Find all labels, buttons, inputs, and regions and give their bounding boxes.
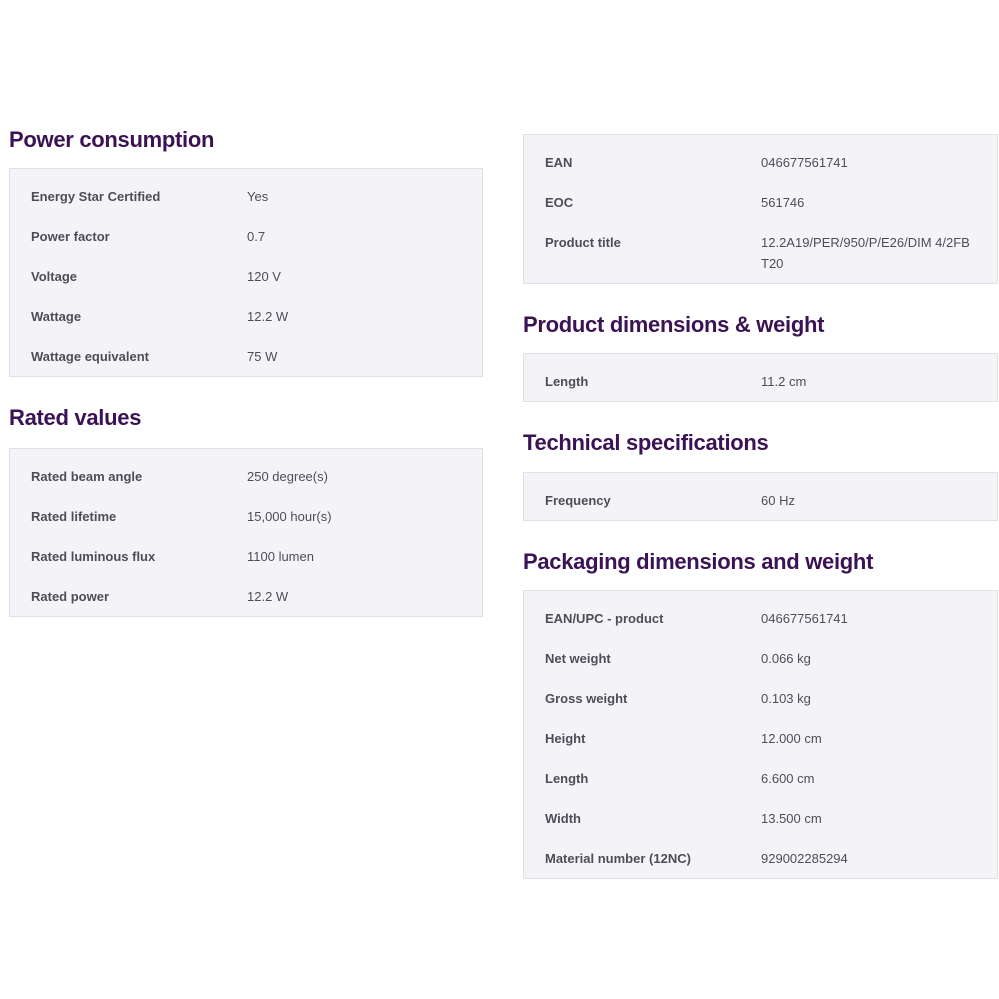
spec-value: 250 degree(s) bbox=[247, 469, 328, 484]
spec-value: 75 W bbox=[247, 349, 278, 364]
spec-panel-packaging-dimensions bbox=[523, 590, 998, 879]
spec-panel-product-dimensions bbox=[523, 353, 998, 402]
spec-label: EAN bbox=[545, 155, 573, 170]
spec-label: Net weight bbox=[545, 651, 611, 666]
spec-value: 6.600 cm bbox=[761, 771, 815, 786]
spec-value: 120 V bbox=[247, 269, 281, 284]
spec-value: 12.2A19/PER/950/P/E26/DIM 4/2FB T20 bbox=[761, 235, 970, 271]
spec-row bbox=[10, 186, 482, 207]
spec-label: Length bbox=[545, 771, 589, 786]
spec-value: 15,000 hour(s) bbox=[247, 509, 332, 524]
section-title-rated-values: Rated values bbox=[9, 405, 142, 430]
spec-panel-rated-values bbox=[9, 448, 483, 617]
spec-value: 561746 bbox=[761, 195, 805, 210]
spec-value: 1100 lumen bbox=[247, 549, 314, 564]
spec-row bbox=[10, 226, 482, 247]
spec-label: Material number (12NC) bbox=[545, 851, 691, 866]
spec-row bbox=[524, 490, 997, 511]
spec-label: Rated lifetime bbox=[31, 509, 117, 524]
spec-panel-technical-specifications bbox=[523, 472, 998, 521]
spec-row bbox=[524, 808, 997, 829]
spec-value: 929002285294 bbox=[761, 851, 848, 866]
spec-row bbox=[524, 371, 997, 392]
spec-label: Length bbox=[545, 374, 589, 389]
spec-row bbox=[10, 586, 482, 607]
section-title-product-dimensions: Product dimensions & weight bbox=[523, 312, 825, 337]
spec-value: 60 Hz bbox=[761, 493, 795, 508]
spec-row bbox=[524, 728, 997, 749]
spec-row bbox=[10, 306, 482, 327]
left-column bbox=[9, 127, 483, 617]
spec-value: 0.103 kg bbox=[761, 691, 811, 706]
spec-label: Energy Star Certified bbox=[31, 189, 161, 204]
section-title-packaging-dimensions: Packaging dimensions and weight bbox=[523, 549, 874, 574]
spec-label: Wattage bbox=[31, 309, 82, 324]
spec-row bbox=[524, 232, 997, 274]
spec-value: 0.7 bbox=[247, 229, 266, 244]
spec-label: Product title bbox=[545, 235, 621, 250]
section-title-technical-specifications: Technical specifications bbox=[523, 430, 769, 455]
spec-row bbox=[524, 848, 997, 869]
section-title-power-consumption: Power consumption bbox=[9, 127, 215, 152]
spec-value: 0.066 kg bbox=[761, 651, 811, 666]
spec-label: Rated luminous flux bbox=[31, 549, 156, 564]
spec-row bbox=[10, 506, 482, 527]
spec-row bbox=[10, 466, 482, 487]
spec-label: Voltage bbox=[31, 269, 77, 284]
spec-value: 13.500 cm bbox=[761, 811, 822, 826]
spec-value: 046677561741 bbox=[761, 611, 848, 626]
spec-row bbox=[524, 688, 997, 709]
spec-value: 12.2 W bbox=[247, 309, 289, 324]
spec-value: 11.2 cm bbox=[761, 374, 807, 389]
spec-label: Height bbox=[545, 731, 586, 746]
spec-row bbox=[524, 152, 997, 173]
spec-label: Wattage equivalent bbox=[31, 349, 149, 364]
spec-value: 046677561741 bbox=[761, 155, 848, 170]
spec-value: 12.000 cm bbox=[761, 731, 822, 746]
spec-row bbox=[524, 192, 997, 213]
spec-label: Frequency bbox=[545, 493, 611, 508]
spec-label: Rated power bbox=[31, 589, 110, 604]
spec-label: Rated beam angle bbox=[31, 469, 143, 484]
spec-panel-power-consumption bbox=[9, 168, 483, 377]
spec-value: 12.2 W bbox=[247, 589, 289, 604]
spec-value: Yes bbox=[247, 189, 269, 204]
spec-label: Gross weight bbox=[545, 691, 628, 706]
spec-row bbox=[10, 546, 482, 567]
spec-row bbox=[10, 266, 482, 287]
spec-label: Power factor bbox=[31, 229, 110, 244]
spec-row bbox=[524, 608, 997, 629]
spec-row bbox=[10, 346, 482, 367]
right-column bbox=[523, 134, 998, 879]
spec-row bbox=[524, 768, 997, 789]
spec-label: EAN/UPC - product bbox=[545, 611, 664, 626]
spec-label: EOC bbox=[545, 195, 574, 210]
spec-panel-general bbox=[523, 134, 998, 284]
spec-row bbox=[524, 648, 997, 669]
spec-label: Width bbox=[545, 811, 581, 826]
